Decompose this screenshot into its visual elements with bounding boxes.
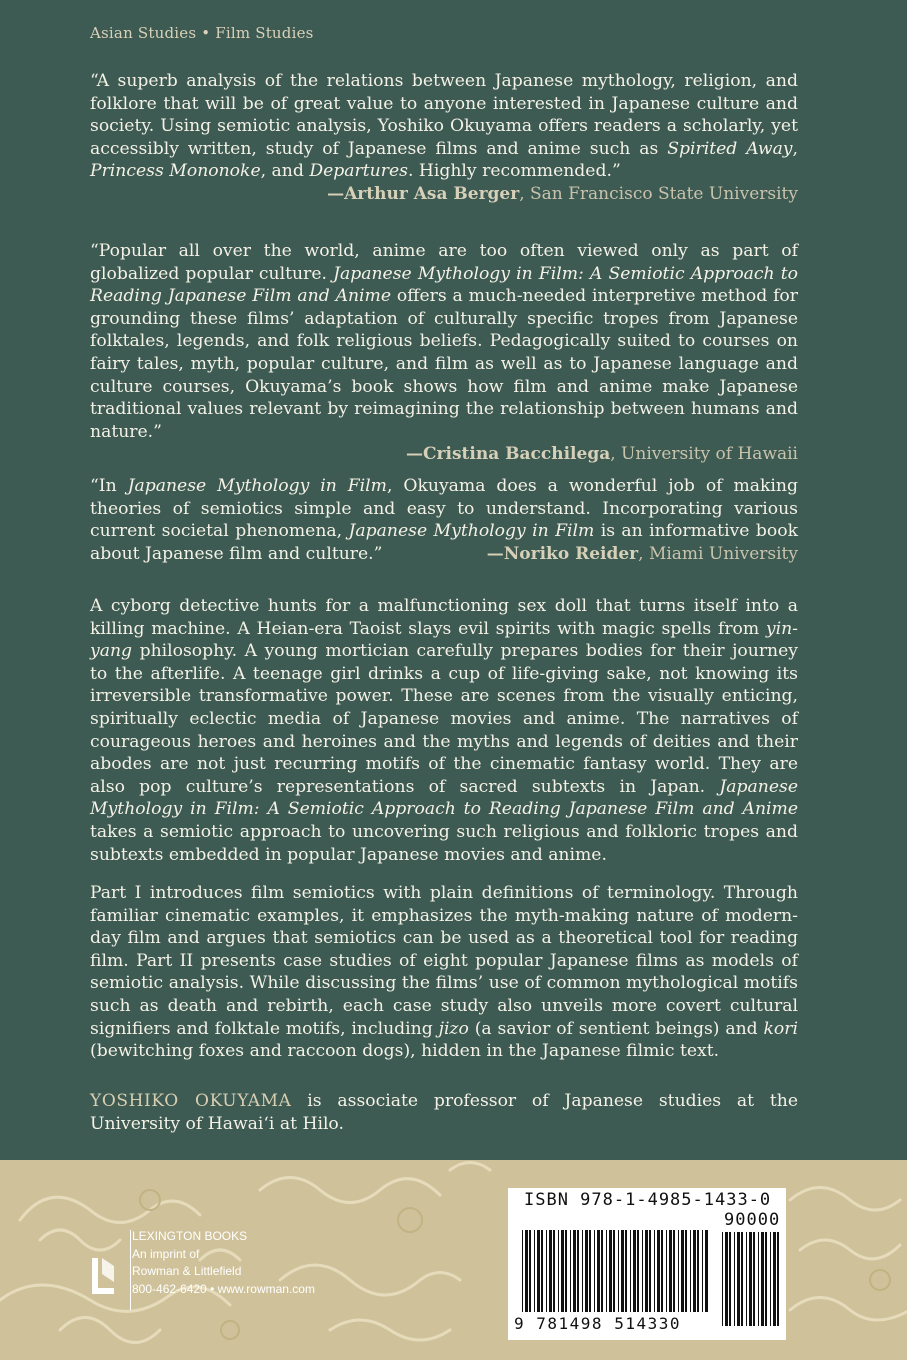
barcode-digits: 9 781498 514330 [514,1314,681,1333]
review-quote-3 [90,475,798,566]
barcode-bar [589,1230,591,1312]
quote-attribution: —Cristina Bacchilega, University of Hawaii [406,444,798,465]
price-code: 90000 [724,1210,781,1230]
book-description: A cyborg detective hunts for a malfunctioning sex doll that turns itself into a killing machine. A Heian-era Taoist slays evil spirits with magic spells from yin-yang philosophy. A young mortician carefully prepares bodies for their journey to the afterlife. A teenage girl drinks a cup of life-giving sake, not knowing its irreversible transformative power. These are scenes from the visually enticing, spiritually eclectic media of Japanese movies and anime. The narratives of courageous heroes and heroines and the myths and legends of deities and their abodes are not just recurring motifs of the cinematic fantasy world. They are also pop culture’s representations of sacred subtexts in Japan. Japanese Mythology in Film: A Semiotic Approach to Reading Japanese Film and Anime takes a semiotic approach to uncovering such religious and folkloric tropes and subtexts embedded in popular Japanese movies and anime. [90,596,798,865]
barcode-bar [749,1232,752,1326]
barcode-bar [558,1230,559,1312]
barcode-bar [685,1230,687,1312]
barcode-bar [661,1230,663,1312]
barcode-bar [702,1230,703,1312]
barcode-bar [669,1230,672,1312]
isbn-text: ISBN 978-1-4985-1433-0 [524,1190,772,1210]
publisher-divider [130,1230,131,1310]
barcode-bar [654,1230,655,1312]
barcode-bar [746,1232,747,1326]
barcode-bar [657,1230,660,1312]
barcode-bar [693,1230,696,1312]
barcode-bar [673,1230,675,1312]
lexington-logo-icon [90,1258,118,1298]
barcode-bar [649,1230,651,1312]
barcode-bar [734,1232,735,1326]
barcode-bar [537,1230,540,1312]
barcode-bar [666,1230,667,1312]
barcode-bar [729,1232,731,1326]
barcode-bar [541,1230,543,1312]
category-line: Asian Studies • Film Studies [90,24,314,42]
barcode-addon-bars [722,1232,782,1326]
barcode-bar [737,1232,740,1326]
barcode-bar [625,1230,627,1312]
barcode-bar [534,1230,535,1312]
book-description-2: Part I introduces film semiotics with plain definitions of terminology. Through familiar cinematic examples, it emphasizes the myth-making nature of modern-day film and argues that semiotics can be used as a theoretical tool for reading film. Part II presents case studies of eight popular Japanese films as models of semiotic analysis. While discussing the films’ use of common mythological motifs such as death and rebirth, each case study also unveils more covert cultural signifiers and folktale motifs, including jizo (a savior of sentient beings) and kori (bewitching foxes and raccoon dogs), hidden in the Japanese filmic text. [90,883,798,1062]
barcode-bar [678,1230,679,1312]
barcode-bar [753,1232,755,1326]
barcode-bar [585,1230,588,1312]
barcode-bar [637,1230,639,1312]
barcode-bar [741,1232,743,1326]
review-quote-1 [90,70,798,206]
barcode-bar [565,1230,567,1312]
barcode-bar [761,1232,764,1326]
quote-text: “A superb analysis of the relations between Japanese mythology, religion, and folklore that will be of great value to anyone interested in Japanese culture and society. Using semiotic analysis, Yoshiko Okuyama offers readers a scholarly, yet accessibly written, study of Japanese films and anime such as Spirited Away, Princess Mononoke, and Departures. Highly recommended.” [90,71,798,182]
barcode-bar [618,1230,619,1312]
barcode-bar [697,1230,699,1312]
publisher-imprint: An imprint of [132,1246,200,1261]
barcode-bar [630,1230,631,1312]
barcode-bar [561,1230,564,1312]
barcode-bar [777,1232,779,1326]
barcode-bar [582,1230,583,1312]
quote-attribution: —Noriko Reider, Miami University [486,544,798,565]
publisher-contact: 800-462-6420 • www.rowman.com [132,1281,315,1296]
barcode-bar [645,1230,648,1312]
barcode-bars [522,1230,710,1312]
barcode-bar [573,1230,576,1312]
barcode-bar [613,1230,615,1312]
barcode-bar [529,1230,531,1312]
barcode-bar [633,1230,636,1312]
barcode-bar [642,1230,643,1312]
quote-text: “In Japanese Mythology in Film, Okuyama does a wonderful job of making theories of semiotics simple and easy to understand. Incorporating various current societal phenomena, Japanese Mythology in Film is an informative book about Japanese film and culture.” [90,476,798,564]
barcode-bar [597,1230,600,1312]
barcode-bar [553,1230,555,1312]
barcode-bar [758,1232,759,1326]
barcode-bar [621,1230,624,1312]
barcode-bar [765,1232,767,1326]
barcode-bar [725,1232,728,1326]
review-quote-2 [90,240,798,466]
barcode-bar [690,1230,691,1312]
barcode-bar [606,1230,607,1312]
barcode-bar [609,1230,612,1312]
barcode-bar [601,1230,603,1312]
barcode-bar [722,1232,723,1326]
barcode-bar [773,1232,776,1326]
barcode-bar [594,1230,595,1312]
publisher-parent: Rowman & Littlefield [132,1264,242,1278]
quote-text: “Popular all over the world, anime are too often viewed only as part of globalized popular culture. Japanese Mythology in Film: A Semiotic Approach to Reading Japanese Film and Anime offers a much-needed interpretive method for grounding these films’ adaptation of culturally specific tropes from Japanese folktales, legends, and folk religious beliefs. Pedagogically suited to courses on fairy tales, myth, popular culture, and film as well as to Japanese language and culture courses, Okuyama’s book shows how film and anime make Japanese traditional values relevant by reimagining the relationship between humans and nature.” [90,241,798,442]
barcode-bar [770,1232,771,1326]
barcode-bar [577,1230,579,1312]
barcode-bar [681,1230,684,1312]
author-bio: YOSHIKO OKUYAMA is associate professor of Japanese studies at the University of Hawai‘i at Hilo. [90,1091,798,1134]
barcode-bar [570,1230,571,1312]
isbn-barcode [508,1188,786,1340]
barcode-bar [522,1230,523,1312]
barcode-bar [525,1230,528,1312]
quote-attribution: —Arthur Asa Berger, San Francisco State University [327,183,798,204]
publisher-name: LEXINGTON BOOKS [132,1229,248,1243]
barcode-bar [549,1230,552,1312]
barcode-bar [705,1230,708,1312]
barcode-bar [546,1230,547,1312]
